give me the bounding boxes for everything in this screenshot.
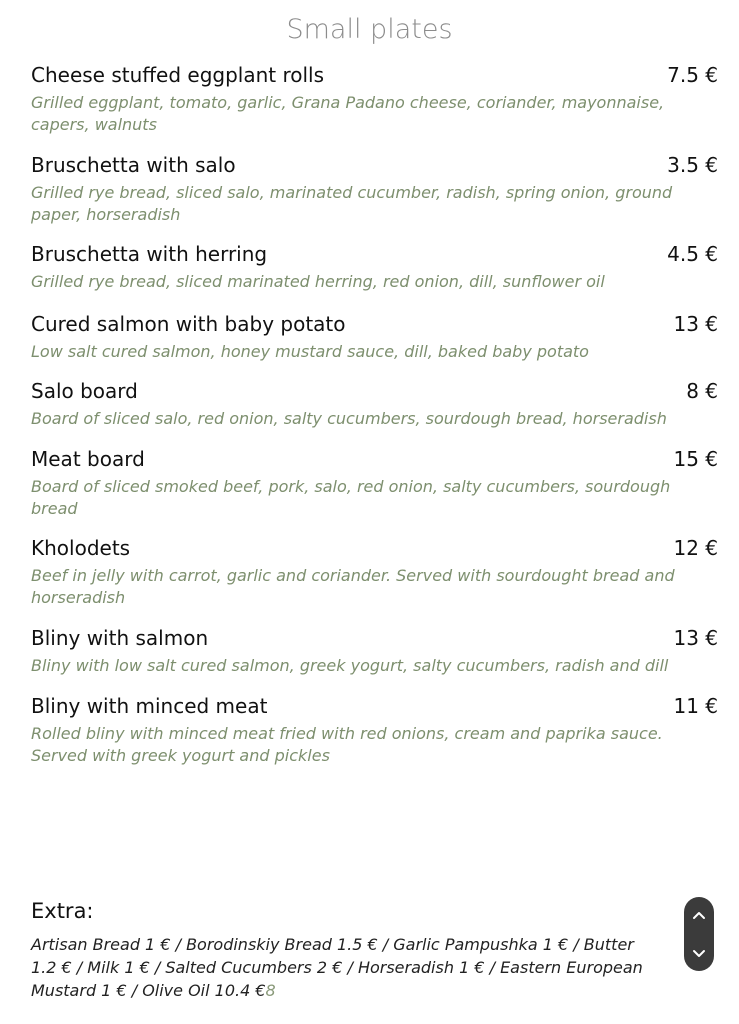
menu-item [31, 625, 721, 677]
menu-item [31, 693, 721, 767]
item-description: Board of sliced smoked beef, pork, salo, red onion, salty cucumbers, sourdough bread [31, 477, 671, 518]
item-price: 8 € [686, 379, 718, 403]
item-description: Grilled eggplant, tomato, garlic, Grana Padano cheese, coriander, mayonnaise, capers, walnuts [31, 93, 665, 134]
item-price: 13 € [673, 626, 718, 650]
item-name: Meat board [31, 447, 145, 471]
scroll-up-button[interactable] [684, 897, 714, 934]
menu-item [31, 241, 721, 293]
item-name: Bruschetta with herring [31, 242, 268, 266]
extra-title: Extra: [31, 899, 94, 923]
menu-item [31, 152, 721, 226]
extra-items: Artisan Bread 1 € / Borodinskiy Bread 1.5 € / Garlic Pampushka 1 € / Butter 1.2 € / Milk 1 € / Salted Cucumbers 2 € / Horseradish 1 € / Eastern European Mustard 1 € / Olive Oil 10.4 € [31, 935, 643, 1000]
section-title: Small plates [286, 14, 453, 45]
item-name: Cured salmon with baby potato [31, 312, 346, 336]
menu-item [31, 446, 721, 520]
scroll-down-button[interactable] [684, 934, 714, 971]
chevron-up-icon [692, 906, 706, 925]
menu-item [31, 311, 721, 363]
item-price: 13 € [673, 312, 718, 336]
menu-item [31, 535, 721, 609]
item-price: 15 € [673, 447, 718, 471]
chevron-down-icon [692, 943, 706, 962]
item-description: Grilled rye bread, sliced salo, marinated cucumber, radish, spring onion, ground paper, horseradish [31, 183, 673, 224]
extra-text [31, 933, 651, 1002]
extra-trailing: 8 [265, 981, 276, 1000]
item-name: Bliny with minced meat [31, 694, 268, 718]
scroll-widget [684, 897, 714, 971]
item-name: Bliny with salmon [31, 626, 209, 650]
item-description: Bliny with low salt cured salmon, greek yogurt, salty cucumbers, radish and dill [31, 656, 669, 675]
item-name: Kholodets [31, 536, 131, 560]
item-price: 11 € [673, 694, 718, 718]
item-name: Bruschetta with salo [31, 153, 236, 177]
menu-item [31, 378, 721, 430]
item-price: 3.5 € [667, 153, 718, 177]
item-price: 4.5 € [667, 242, 718, 266]
item-name: Cheese stuffed eggplant rolls [31, 63, 325, 87]
menu-item [31, 62, 721, 136]
item-description: Grilled rye bread, sliced marinated herring, red onion, dill, sunflower oil [31, 272, 605, 291]
item-price: 12 € [673, 536, 718, 560]
item-description: Rolled bliny with minced meat fried with red onions, cream and paprika sauce. Served with greek yogurt and pickles [31, 724, 663, 765]
item-description: Board of sliced salo, red onion, salty cucumbers, sourdough bread, horseradish [31, 409, 667, 428]
item-price: 7.5 € [667, 63, 718, 87]
item-name: Salo board [31, 379, 138, 403]
item-description: Low salt cured salmon, honey mustard sauce, dill, baked baby potato [31, 342, 589, 361]
item-description: Beef in jelly with carrot, garlic and coriander. Served with sourdought bread and horseradish [31, 566, 675, 607]
